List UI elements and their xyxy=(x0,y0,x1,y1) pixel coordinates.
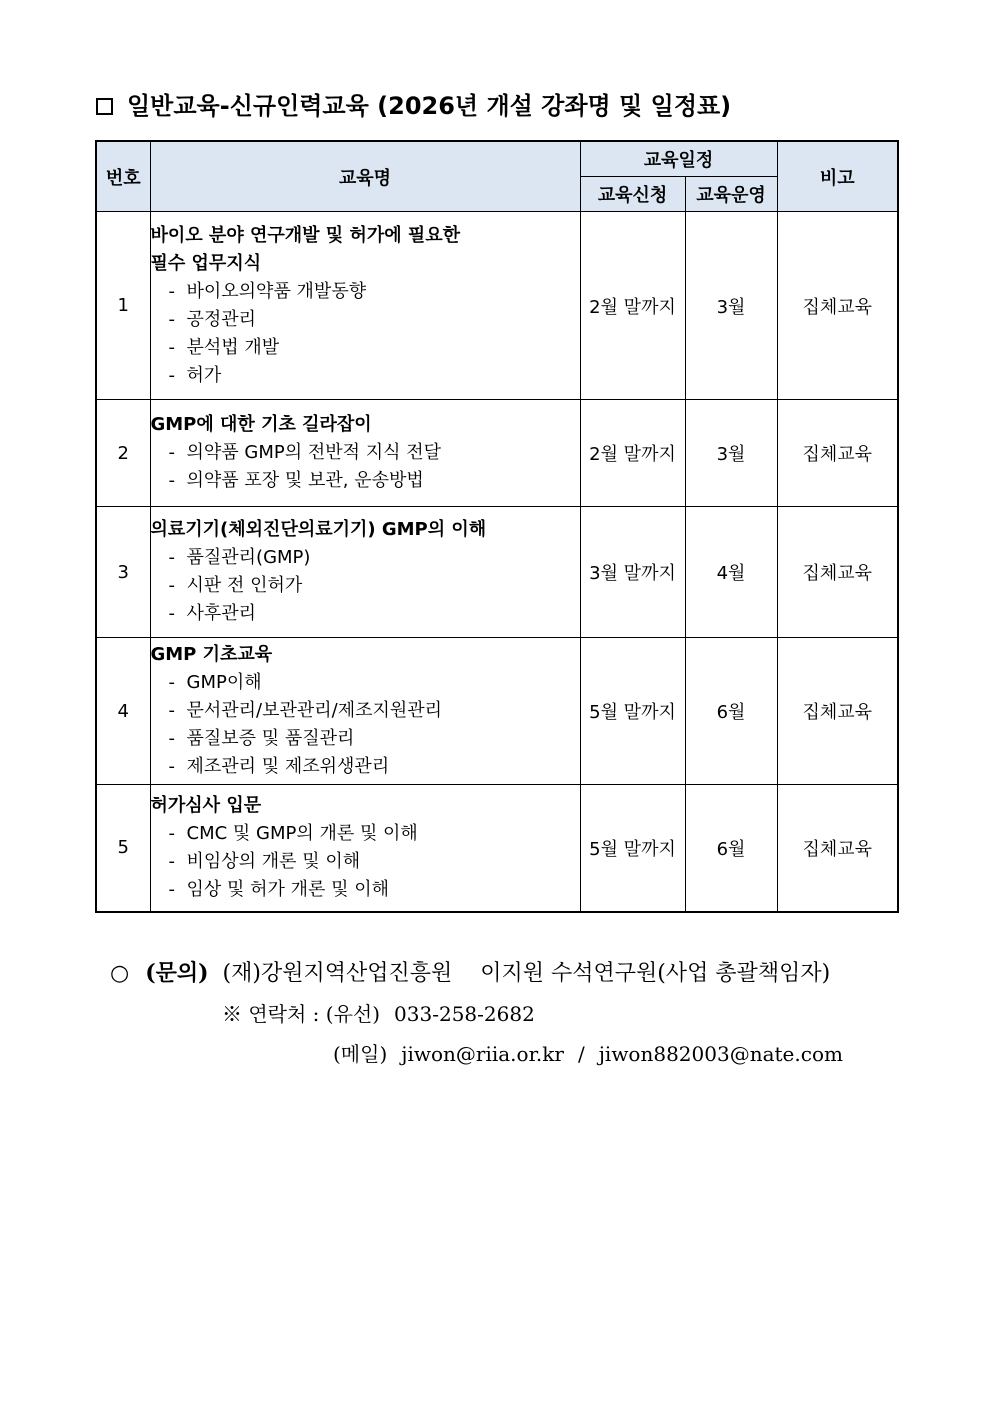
course-item-text: 의약품 GMP의 전반적 지식 전달 xyxy=(186,442,441,463)
course-title: 허가심사 입문 xyxy=(150,794,262,816)
course-item-text: 임상 및 허가 개론 및 이해 xyxy=(186,878,389,900)
course-item xyxy=(151,600,580,628)
header-run: 교육운영 xyxy=(685,177,777,212)
dash-bullet: - xyxy=(168,728,175,749)
run-month: 4월 xyxy=(685,507,777,638)
dash-bullet: - xyxy=(168,822,175,844)
course-item xyxy=(151,725,580,753)
dash-bullet: - xyxy=(168,442,175,463)
email-link-2[interactable]: jiwon882003@nate.com xyxy=(598,1042,843,1066)
checkbox-icon xyxy=(96,98,113,115)
course-cell xyxy=(150,638,580,785)
email-link-1[interactable]: jiwon@riia.or.kr xyxy=(401,1042,564,1066)
contact-line xyxy=(110,955,910,992)
dash-bullet: - xyxy=(168,280,175,302)
table-row xyxy=(96,400,898,507)
dash-bullet: - xyxy=(168,756,175,777)
table-row xyxy=(96,507,898,638)
run-month: 6월 xyxy=(685,638,777,785)
dash-bullet: - xyxy=(168,308,175,330)
course-item xyxy=(151,334,580,362)
note: 집체교육 xyxy=(777,638,898,785)
course-item xyxy=(151,306,580,334)
email-prefix: (메일) xyxy=(333,1042,388,1066)
contact-label: (문의) xyxy=(145,960,209,986)
note: 집체교육 xyxy=(777,785,898,912)
apply-date: 2월 말까지 xyxy=(580,400,685,507)
note: 집체교육 xyxy=(777,212,898,400)
header-apply: 교육신청 xyxy=(580,177,685,212)
dash-bullet: - xyxy=(168,850,175,872)
contact-section xyxy=(110,955,910,992)
course-item-text: 제조관리 및 제조위생관리 xyxy=(186,756,390,777)
course-title: 의료기기(체외진단의료기기) GMP의 이해 xyxy=(150,519,487,540)
course-item xyxy=(151,669,580,697)
course-cell xyxy=(150,507,580,638)
course-item-text: 허가 xyxy=(186,364,222,386)
dash-bullet: - xyxy=(168,603,175,624)
course-cell xyxy=(150,212,580,400)
course-item-text: 분석법 개발 xyxy=(186,336,280,358)
bullet-icon: ○ xyxy=(110,961,130,986)
course-item-text: 사후관리 xyxy=(186,603,257,624)
course-item xyxy=(151,439,580,467)
course-item xyxy=(151,362,580,390)
table-row xyxy=(96,638,898,785)
apply-date: 5월 말까지 xyxy=(580,785,685,912)
note: 집체교육 xyxy=(777,507,898,638)
row-number: 4 xyxy=(96,638,150,785)
apply-date: 2월 말까지 xyxy=(580,212,685,400)
course-title: 필수 업무지식 xyxy=(150,252,262,274)
dash-bullet: - xyxy=(168,878,175,900)
email-line xyxy=(333,1038,843,1067)
apply-date: 3월 말까지 xyxy=(580,507,685,638)
course-title: GMP에 대한 기초 길라잡이 xyxy=(150,414,372,435)
table-row xyxy=(96,785,898,912)
dash-bullet: - xyxy=(168,336,175,358)
row-number: 5 xyxy=(96,785,150,912)
title-text: 일반교육-신규인력교육 (2026년 개설 강좌명 및 일정표) xyxy=(127,92,732,120)
dash-bullet: - xyxy=(168,575,175,596)
contact-org: (재)강원지역산업진흥원 xyxy=(222,961,453,986)
row-number: 3 xyxy=(96,507,150,638)
header-number: 번호 xyxy=(96,141,150,212)
course-item xyxy=(151,572,580,600)
course-item xyxy=(151,820,580,848)
course-item xyxy=(151,876,580,904)
course-item-text: 품질관리(GMP) xyxy=(186,547,311,568)
course-item-text: GMP이해 xyxy=(186,672,262,693)
dash-bullet: - xyxy=(168,547,175,568)
page-title xyxy=(96,88,896,124)
dash-bullet: - xyxy=(168,700,175,721)
course-item-text: 공정관리 xyxy=(186,308,257,330)
run-month: 3월 xyxy=(685,400,777,507)
course-item xyxy=(151,467,580,495)
course-item-text: 시판 전 인허가 xyxy=(186,575,303,596)
course-item-text: 문서관리/보관관리/제조지원관리 xyxy=(186,700,443,721)
dash-bullet: - xyxy=(168,364,175,386)
row-number: 2 xyxy=(96,400,150,507)
course-item xyxy=(151,753,580,781)
run-month: 3월 xyxy=(685,212,777,400)
header-note: 비고 xyxy=(777,141,898,212)
course-cell xyxy=(150,785,580,912)
dash-bullet: - xyxy=(168,470,175,491)
phone-prefix: ※ 연락처 : (유선) xyxy=(222,1002,381,1026)
course-item xyxy=(151,697,580,725)
apply-date: 5월 말까지 xyxy=(580,638,685,785)
course-item-text: CMC 및 GMP의 개론 및 이해 xyxy=(186,822,418,844)
course-item-text: 품질보증 및 품질관리 xyxy=(186,728,355,749)
course-item-text: 비임상의 개론 및 이해 xyxy=(186,850,361,872)
course-title: 바이오 분야 연구개발 및 허가에 필요한 xyxy=(150,224,461,246)
course-schedule-table xyxy=(95,140,899,913)
course-title: GMP 기초교육 xyxy=(150,644,273,665)
phone-line xyxy=(222,998,535,1027)
course-cell xyxy=(150,400,580,507)
table-row xyxy=(96,212,898,400)
header-schedule: 교육일정 xyxy=(580,141,777,177)
row-number: 1 xyxy=(96,212,150,400)
note: 집체교육 xyxy=(777,400,898,507)
dash-bullet: - xyxy=(168,672,175,693)
course-item xyxy=(151,278,580,306)
phone-number: 033-258-2682 xyxy=(394,1002,535,1026)
header-course: 교육명 xyxy=(150,141,580,212)
contact-person: 이지원 수석연구원(사업 총괄책임자) xyxy=(480,961,831,986)
course-item xyxy=(151,848,580,876)
email-separator: / xyxy=(577,1042,585,1066)
course-item xyxy=(151,544,580,572)
course-item-text: 의약품 포장 및 보관, 운송방법 xyxy=(186,470,424,491)
course-item-text: 바이오의약품 개발동향 xyxy=(186,280,367,302)
run-month: 6월 xyxy=(685,785,777,912)
